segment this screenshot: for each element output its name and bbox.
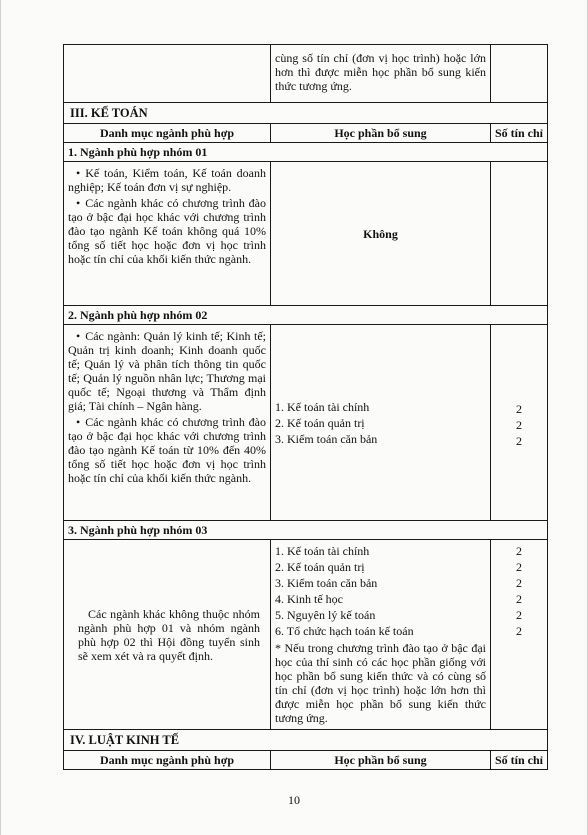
table-row	[64, 45, 548, 103]
table-cell	[491, 45, 548, 103]
course-item: 5. Nguyên lý kế toán	[275, 608, 376, 622]
credit-value: 2	[516, 560, 522, 574]
credit-value: 2	[516, 544, 522, 558]
list-item: • Các ngành khác có chương trình đào tạo ở bậc đại học khác với chương trình đào tạo ngành Kế toán từ 10% đến 40% tổng số tiết học hoặc đơn vị học trình hoặc tín chỉ của khối kiến thức ngành.	[68, 415, 266, 485]
table-row	[64, 325, 548, 521]
group-01-majors	[64, 162, 271, 306]
group-02-credits	[491, 325, 548, 521]
credit-value: 2	[516, 608, 522, 622]
section-row	[64, 730, 548, 751]
group-01-course: Không	[271, 162, 491, 306]
table-row	[64, 162, 548, 306]
group-row	[64, 306, 548, 325]
header-row	[64, 751, 548, 770]
group-03-courses	[271, 540, 491, 730]
course-item: 6. Tổ chức hạch toán kế toán	[275, 624, 414, 638]
list-item: • Các ngành khác có chương trình đào tạo ở bậc đại học khác với chương trình đào tạo ngành Kế toán không quá 10% tổng số tiết học hoặc đơn vị học trình hoặc tín chỉ của khối kiến thức ngành.	[68, 196, 266, 266]
section-title-economic-law: IV. LUẬT KINH TẾ	[64, 730, 548, 751]
list-item: • Kế toán, Kiểm toán, Kế toán doanh nghiệp; Kế toán đơn vị sự nghiệp.	[68, 166, 266, 194]
curriculum-table	[63, 44, 548, 770]
header-major-list: Danh mục ngành phù hợp	[64, 124, 271, 143]
group-02-courses	[271, 325, 491, 521]
header-supplementary-courses: Học phần bổ sung	[271, 124, 491, 143]
header-supplementary-courses: Học phần bổ sung	[271, 751, 491, 770]
group-title-03: 3. Ngành phù hợp nhóm 03	[64, 521, 548, 540]
list-item: • Các ngành: Quản lý kinh tế; Kinh tế; Quản trị kinh doanh; Kinh doanh quốc tế; Quản lý và phân tích thông tin quốc tế; Quản lý nguồn nhân lực; Thương mại quốc tế; Ngoại thương và Thẩm định giá; Tài chính – Ngân hàng.	[68, 329, 266, 413]
course-item: 1. Kế toán tài chính	[275, 399, 370, 414]
group-row	[64, 143, 548, 162]
header-major-list: Danh mục ngành phù hợp	[64, 751, 271, 770]
page-left-edge	[0, 0, 1, 835]
group-02-majors	[64, 325, 271, 521]
group-title-02: 2. Ngành phù hợp nhóm 02	[64, 306, 548, 325]
header-row	[64, 124, 548, 143]
page-number: 10	[288, 793, 300, 807]
header-credits: Số tín chỉ	[491, 124, 548, 143]
group-row	[64, 521, 548, 540]
credit-value: 2	[516, 592, 522, 606]
table-cell	[491, 162, 548, 306]
table-row	[64, 540, 548, 730]
credit-value: 2	[516, 401, 522, 416]
credit-value: 2	[516, 417, 522, 432]
credit-value: 2	[516, 576, 522, 590]
section-title-accounting: III. KẾ TOÁN	[64, 103, 548, 124]
course-item: 3. Kiểm toán căn bản	[275, 431, 378, 446]
course-item: 4. Kinh tế học	[275, 592, 343, 606]
table-cell	[64, 45, 271, 103]
credit-value: 2	[516, 433, 522, 448]
group-03-credits	[491, 540, 548, 730]
section-row	[64, 103, 548, 124]
group-03-desc: Các ngành khác không thuộc nhóm ngành phù hợp 01 và nhóm ngành phù hợp 02 thì Hội đồng tuyển sinh sẽ xem xét và ra quyết định.	[64, 540, 271, 730]
course-item: 2. Kế toán quản trị	[275, 560, 365, 574]
group-title-01: 1. Ngành phù hợp nhóm 01	[64, 143, 548, 162]
exemption-note: * Nếu trong chương trình đào tạo ở bậc đại học của thí sinh có các học phần giống với học phần bổ sung kiến thức và có cùng số tín chỉ (đơn vị học trình) hoặc lớn hơn thì được miễn học phần bổ sung kiến thức tương ứng.	[275, 641, 486, 725]
continued-note: cùng số tín chỉ (đơn vị học trình) hoặc lớn hơn thì được miễn học phần bổ sung kiến thức tương ứng.	[271, 45, 491, 103]
course-item: 1. Kế toán tài chính	[275, 544, 370, 558]
header-credits: Số tín chỉ	[491, 751, 548, 770]
course-item: 3. Kiểm toán căn bản	[275, 576, 378, 590]
credit-value: 2	[516, 624, 522, 638]
course-item: 2. Kế toán quản trị	[275, 415, 365, 430]
